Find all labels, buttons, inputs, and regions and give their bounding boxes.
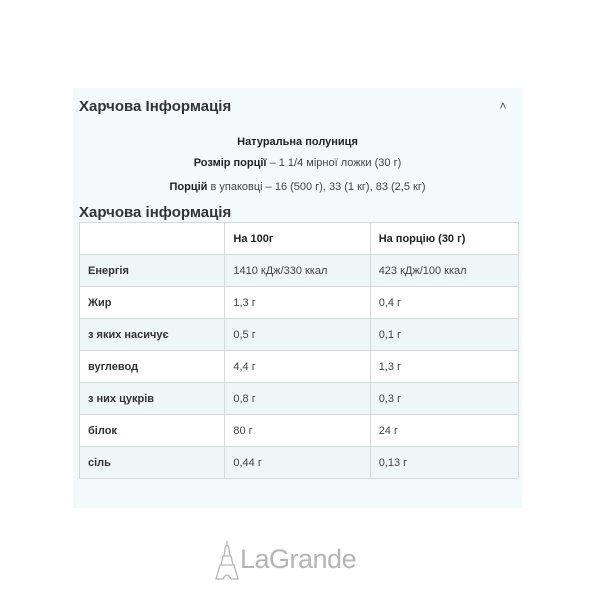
header-per-serving: На порцію (30 г) (370, 223, 518, 255)
servings-line (73, 181, 522, 193)
value-per-100g: 0,8 г (225, 383, 370, 415)
nutrition-table (79, 222, 519, 479)
table-row (80, 447, 519, 479)
table-row (80, 255, 519, 287)
table-row (80, 351, 519, 383)
row-label: сіль (80, 447, 225, 479)
header-empty (80, 223, 225, 255)
row-label: Енергія (80, 255, 225, 287)
nutrition-panel (73, 88, 522, 508)
value-per-serving: 423 кДж/100 ккал (370, 255, 518, 287)
value-per-serving: 0,3 г (370, 383, 518, 415)
value-per-100g: 80 г (225, 415, 370, 447)
row-label: білок (80, 415, 225, 447)
value-per-100g: 1410 кДж/330 ккал (225, 255, 370, 287)
header-per-100g: На 100г (225, 223, 370, 255)
serving-size-value: – 1 1/4 мірної ложки (30 г) (266, 157, 402, 169)
table-row (80, 415, 519, 447)
row-label: Жир (80, 287, 225, 319)
servings-value: в упаковці – 16 (500 г), 33 (1 кг), 83 (2,5 кг) (207, 181, 426, 193)
chevron-up-icon[interactable]: ˄ (499, 99, 507, 113)
row-label: вуглевод (80, 351, 225, 383)
table-title: Харчова інформація (79, 204, 232, 221)
accordion-header[interactable] (79, 98, 509, 120)
value-per-serving: 1,3 г (370, 351, 518, 383)
eiffel-tower-icon (215, 540, 239, 580)
accordion-title: Харчова Інформація (79, 98, 232, 115)
servings-label: Порцій (169, 181, 208, 193)
value-per-serving: 0,4 г (370, 287, 518, 319)
row-label: з них цукрів (80, 383, 225, 415)
value-per-100g: 0,44 г (225, 447, 370, 479)
value-per-100g: 4,4 г (225, 351, 370, 383)
value-per-serving: 24 г (370, 415, 518, 447)
brand-name: LaGrande (240, 544, 357, 574)
row-label: з яких насичує (80, 319, 225, 351)
table-header-row (80, 223, 519, 255)
value-per-serving: 0,13 г (370, 447, 518, 479)
value-per-100g: 1,3 г (225, 287, 370, 319)
value-per-serving: 0,1 г (370, 319, 518, 351)
serving-size-label: Розмір порції (193, 157, 267, 169)
value-per-100g: 0,5 г (225, 319, 370, 351)
table-row (80, 287, 519, 319)
flavor-text: Натуральна полуниця (237, 136, 358, 148)
table-row (80, 383, 519, 415)
serving-size-line (73, 157, 522, 169)
table-row (80, 319, 519, 351)
brand-watermark (215, 540, 390, 580)
